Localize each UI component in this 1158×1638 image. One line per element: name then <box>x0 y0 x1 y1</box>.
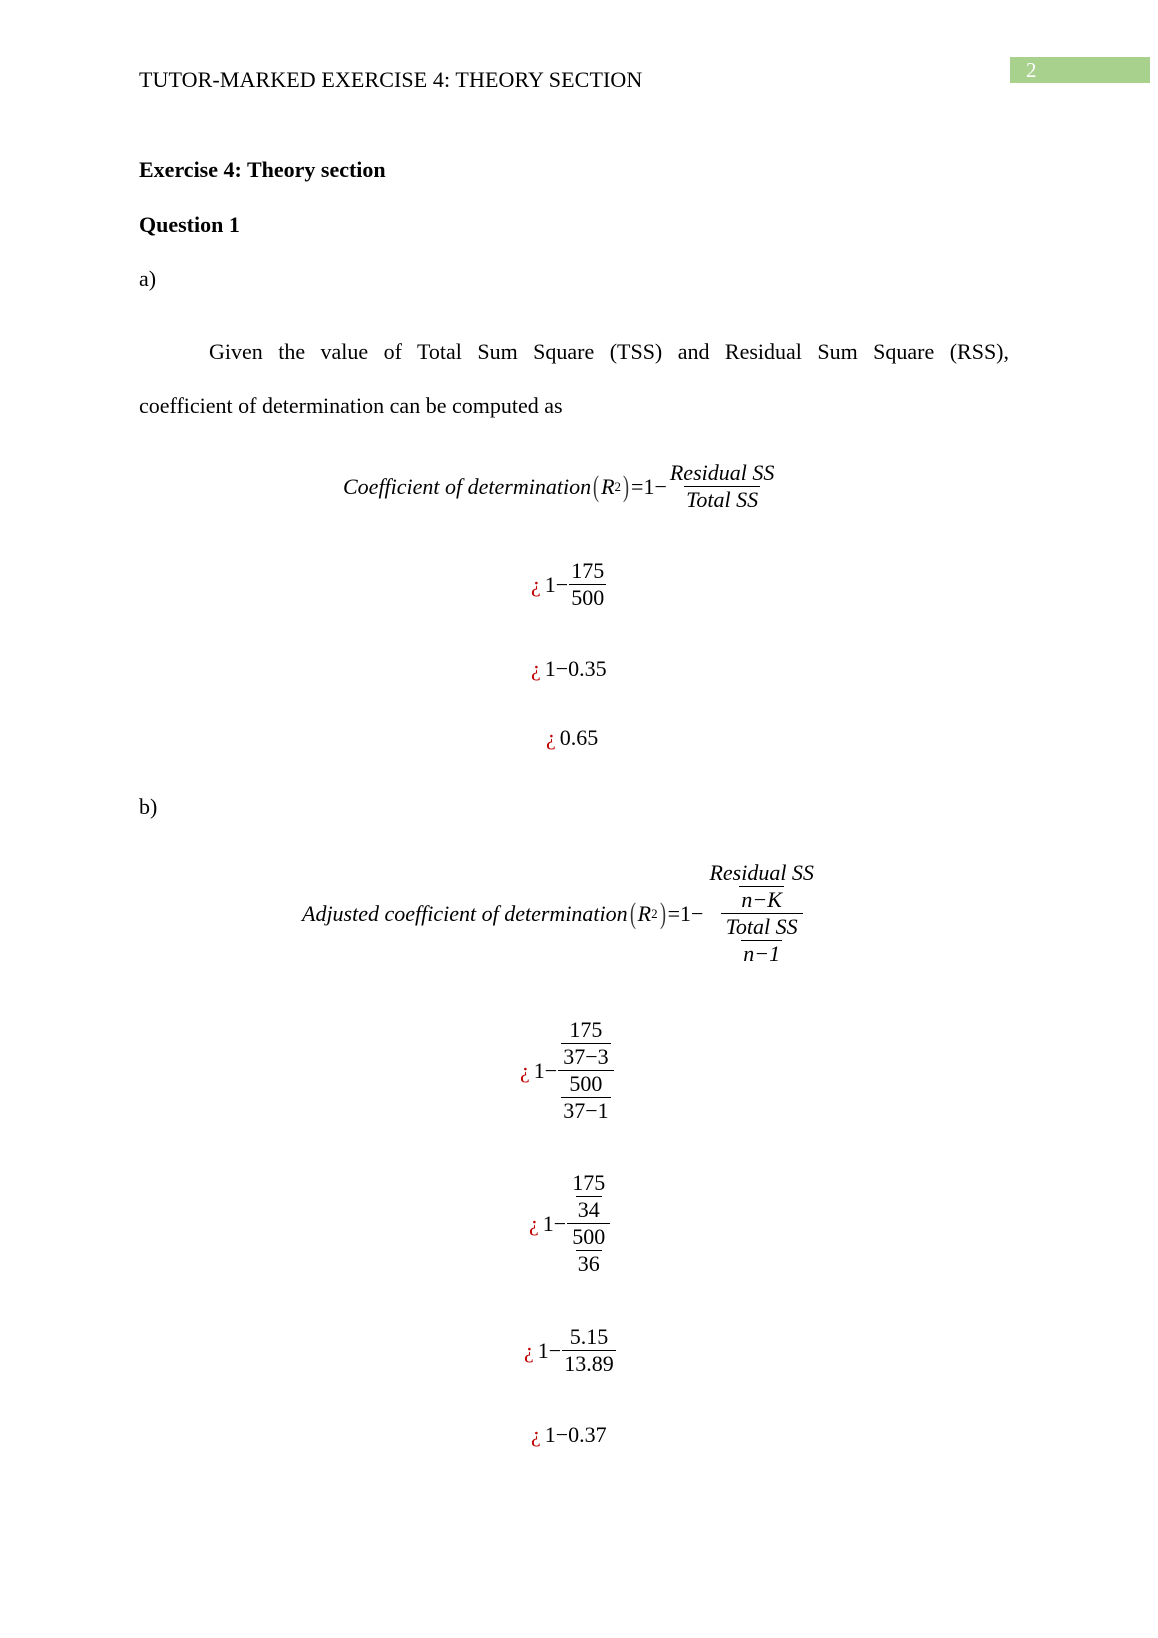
inner-fraction <box>570 1170 607 1223</box>
compound-numerator <box>558 1017 613 1070</box>
compound-numerator <box>704 860 819 913</box>
step-prefix: 1− <box>542 1210 567 1236</box>
section-title: Exercise 4: Theory section <box>139 157 386 182</box>
formula-symbol: R <box>637 900 652 926</box>
inner-fraction <box>707 860 816 913</box>
fraction-denominator: 37−3 <box>563 1044 609 1069</box>
compound-numerator <box>567 1170 610 1223</box>
fraction-numerator: 175 <box>571 558 605 583</box>
formula-fraction <box>668 460 777 513</box>
part-b-label: b) <box>139 794 158 819</box>
step-marker: ¿ <box>524 1337 534 1363</box>
right-paren: ) <box>659 896 666 930</box>
running-header: TUTOR-MARKED EXERCISE 4: THEORY SECTION <box>139 67 643 92</box>
right-paren: ) <box>623 469 630 503</box>
part-a-paragraph-line2: coefficient of determination can be computed as <box>139 393 563 418</box>
r2-formula <box>343 460 777 513</box>
fraction-denominator: n−1 <box>743 941 781 966</box>
fraction-numerator: 5.15 <box>569 1324 609 1349</box>
step-a3 <box>546 725 598 751</box>
step-marker: ¿ <box>520 1057 530 1083</box>
fraction-numerator: 175 <box>569 1017 603 1042</box>
formula-equals: =1− <box>631 473 667 499</box>
fraction-numerator: 500 <box>572 1224 606 1249</box>
step-marker: ¿ <box>531 1422 541 1447</box>
fraction-numerator: 175 <box>572 1170 606 1195</box>
step-marker: ¿ <box>531 571 541 597</box>
compound-denominator <box>721 913 803 967</box>
step-b4 <box>531 1422 607 1448</box>
fraction-numerator: Residual SS <box>669 460 775 485</box>
step-b2 <box>529 1170 611 1277</box>
left-paren: ( <box>629 896 636 930</box>
fraction-numerator: 500 <box>569 1071 603 1096</box>
inner-fraction <box>561 1017 610 1070</box>
step-text: 0.65 <box>559 725 599 750</box>
step-fraction <box>562 1324 616 1377</box>
fraction-denominator: 500 <box>571 585 605 610</box>
fraction-numerator: Total SS <box>725 914 798 939</box>
step-prefix: 1− <box>537 1337 562 1363</box>
fraction-denominator: 13.89 <box>564 1351 614 1376</box>
compound-fraction <box>704 860 819 967</box>
formula-lhs: Coefficient of determination <box>343 473 592 499</box>
step-text: 1−0.37 <box>544 1422 607 1447</box>
step-marker: ¿ <box>529 1210 539 1236</box>
fraction-denominator: 37−1 <box>563 1098 609 1123</box>
step-text: 1−0.35 <box>544 656 607 681</box>
fraction-denominator: Total SS <box>686 487 759 512</box>
left-paren: ( <box>593 469 600 503</box>
compound-fraction <box>558 1017 613 1124</box>
formula-exponent: 2 <box>614 478 622 494</box>
adjusted-r2-formula <box>302 860 820 967</box>
step-a2 <box>531 656 607 682</box>
step-marker: ¿ <box>546 725 556 750</box>
step-marker: ¿ <box>531 656 541 681</box>
step-b1 <box>520 1017 615 1124</box>
fraction-denominator: 36 <box>577 1251 600 1276</box>
part-a-paragraph-line1: Given the value of Total Sum Square (TSS) and Residual Sum Square (RSS), <box>209 339 1009 364</box>
compound-denominator <box>558 1070 613 1124</box>
fraction-denominator: 34 <box>577 1197 600 1222</box>
formula-lhs: Adjusted coefficient of determination <box>302 900 628 926</box>
compound-fraction <box>567 1170 610 1277</box>
formula-equals: =1− <box>667 900 704 926</box>
formula-exponent: 2 <box>651 905 658 921</box>
step-prefix: 1− <box>533 1057 558 1083</box>
inner-fraction <box>561 1071 610 1124</box>
step-prefix: 1− <box>544 571 569 597</box>
compound-denominator <box>567 1223 610 1277</box>
question-title: Question 1 <box>139 212 240 237</box>
step-b3 <box>524 1324 617 1377</box>
step-a1 <box>531 558 607 611</box>
formula-symbol: R <box>601 473 615 499</box>
inner-fraction <box>570 1224 607 1277</box>
page-number: 2 <box>1010 57 1150 83</box>
part-a-label: a) <box>139 266 157 291</box>
inner-fraction <box>724 914 800 967</box>
step-fraction <box>569 558 606 611</box>
fraction-denominator: n−K <box>741 887 782 912</box>
fraction-numerator: Residual SS <box>709 860 814 885</box>
